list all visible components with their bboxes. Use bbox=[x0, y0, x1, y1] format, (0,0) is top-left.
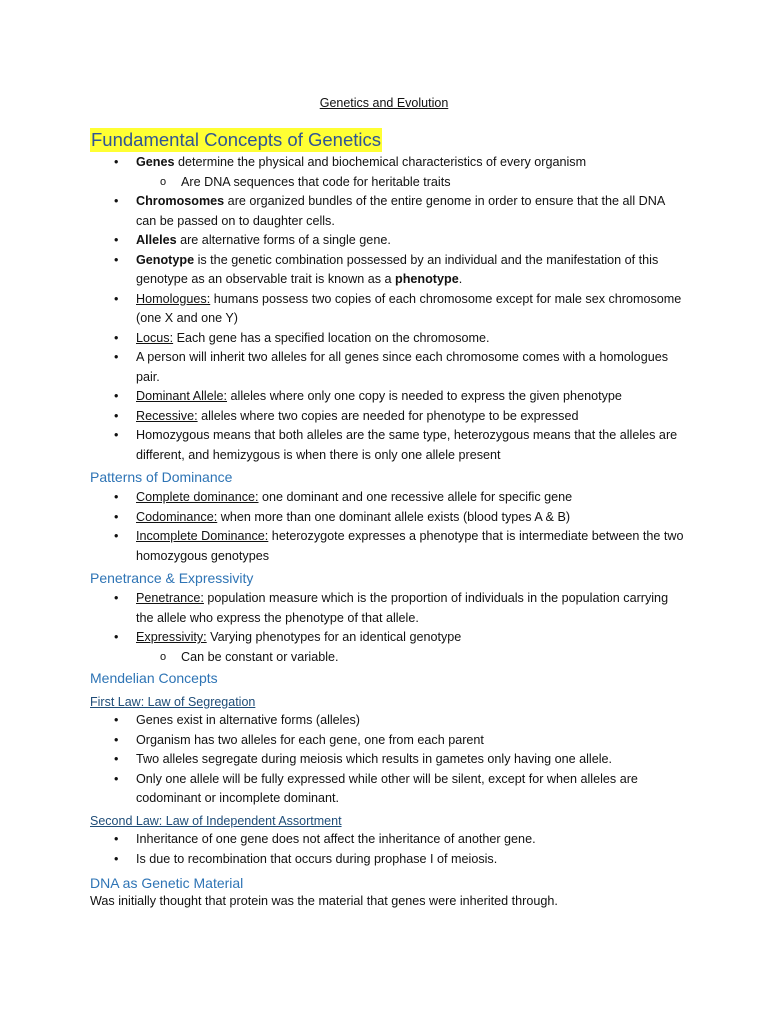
list-item bbox=[0, 251, 684, 290]
dominance-list bbox=[0, 488, 768, 566]
list-item bbox=[0, 711, 684, 731]
item-term: Homologues: bbox=[136, 291, 211, 306]
item-text: humans possess two copies of each chromosome except for male sex chromosome (one X and one Y) bbox=[136, 291, 682, 325]
bullet-icon: • bbox=[114, 233, 119, 247]
bullet-icon: • bbox=[114, 490, 119, 504]
heading-penetrance-expressivity: Penetrance & Expressivity bbox=[90, 570, 254, 586]
item-term: Dominant Allele: bbox=[136, 389, 228, 403]
list-item bbox=[0, 628, 684, 648]
sub-list-item bbox=[0, 173, 684, 193]
item-term: phenotype bbox=[395, 272, 459, 286]
dna-paragraph: Was initially thought that protein was the material that genes were inherited through. bbox=[90, 894, 558, 908]
sub-bullet-icon: o bbox=[160, 175, 167, 188]
list-item bbox=[0, 488, 684, 508]
item-text: Inheritance of one gene does not affect the inheritance of another gene. bbox=[136, 832, 536, 846]
bullet-icon: • bbox=[114, 851, 119, 866]
heading-mendelian-concepts: Mendelian Concepts bbox=[90, 670, 218, 686]
list-item bbox=[0, 527, 684, 566]
bullet-icon: • bbox=[114, 194, 119, 208]
item-text: A person will inherit two alleles for all genes since each chromosome comes with a homologues pair. bbox=[136, 350, 668, 384]
item-text: Two alleles segregate during meiosis which results in gametes only having one allele. bbox=[136, 752, 613, 766]
list-item bbox=[0, 231, 684, 251]
bullet-icon: • bbox=[114, 529, 119, 543]
bullet-icon: • bbox=[114, 252, 119, 267]
bullet-icon: • bbox=[114, 509, 119, 524]
list-item bbox=[0, 387, 684, 407]
list-item bbox=[0, 329, 684, 349]
item-term: Genotype bbox=[136, 252, 195, 267]
item-term: Alleles bbox=[136, 233, 177, 247]
bullet-icon: • bbox=[114, 732, 119, 747]
item-text: Organism has two alleles for each gene, one from each parent bbox=[136, 732, 484, 747]
bullet-icon: • bbox=[114, 591, 119, 605]
list-item bbox=[0, 750, 684, 770]
fundamental-list bbox=[0, 153, 768, 465]
list-item bbox=[0, 348, 684, 387]
item-text: Varying phenotypes for an identical genotype bbox=[206, 630, 462, 644]
item-text: Only one allele will be fully expressed while other will be silent, except for when alleles are codominant or incomplete dominant. bbox=[136, 771, 638, 805]
item-text: one dominant and one recessive allele for specific gene bbox=[258, 490, 573, 504]
list-item bbox=[0, 508, 684, 528]
heading-second-law: Second Law: Law of Independent Assortment bbox=[90, 814, 342, 828]
list-item bbox=[0, 850, 684, 870]
bullet-icon: • bbox=[114, 330, 119, 345]
page-title: Genetics and Evolution bbox=[319, 96, 449, 110]
list-item bbox=[0, 770, 684, 809]
bullet-icon: • bbox=[114, 713, 119, 727]
list-item bbox=[0, 830, 684, 850]
list-item bbox=[0, 426, 684, 465]
list-item bbox=[0, 290, 684, 329]
item-text: Genes exist in alternative forms (alleles) bbox=[136, 713, 360, 727]
item-term: Incomplete Dominance: bbox=[136, 529, 269, 543]
item-text: population measure which is the proportion of individuals in the population carrying the allele who express the phenotype of that allele. bbox=[136, 591, 669, 625]
list-item bbox=[0, 407, 684, 427]
item-text: Are DNA sequences that code for heritable traits bbox=[181, 174, 451, 189]
bullet-icon: • bbox=[114, 389, 119, 403]
second-law-list bbox=[0, 830, 768, 869]
item-term: Chromosomes bbox=[136, 194, 225, 208]
item-text: are organized bundles of the entire genome in order to ensure that the all DNA can be passed on to daughter cells. bbox=[136, 194, 665, 228]
item-text: Is due to recombination that occurs during prophase I of meiosis. bbox=[136, 851, 498, 866]
item-text: are alternative forms of a single gene. bbox=[176, 233, 391, 247]
item-term: Genes bbox=[136, 155, 175, 169]
item-text: is the genetic combination possessed by an individual and the manifestation of this genotype as an observable trait is known as a bbox=[136, 252, 659, 286]
first-law-list bbox=[0, 711, 768, 809]
item-term: Penetrance: bbox=[136, 591, 204, 605]
bullet-icon: • bbox=[114, 832, 119, 846]
item-text: Homozygous means that both alleles are the same type, heterozygous means that the alleles are different, and hemizygous is when there is only one allele present bbox=[136, 428, 678, 462]
list-item bbox=[0, 589, 684, 628]
bullet-icon: • bbox=[114, 291, 119, 306]
item-term: Codominance: bbox=[136, 509, 218, 524]
item-text: Each gene has a specified location on the chromosome. bbox=[173, 330, 490, 345]
item-text: heterozygote expresses a phenotype that is intermediate between the two homozygous genotypes bbox=[136, 529, 684, 563]
item-term: Locus: bbox=[136, 330, 174, 345]
bullet-icon: • bbox=[114, 428, 119, 442]
bullet-icon: • bbox=[114, 752, 119, 766]
penetrance-list bbox=[0, 589, 768, 667]
heading-fundamental-concepts: Fundamental Concepts of Genetics bbox=[91, 129, 381, 150]
item-text: Can be constant or variable. bbox=[181, 649, 339, 664]
sub-bullet-icon: o bbox=[160, 650, 167, 663]
item-text: alleles where two copies are needed for phenotype to be expressed bbox=[197, 408, 579, 423]
bullet-icon: • bbox=[114, 630, 119, 644]
bullet-icon: • bbox=[114, 155, 119, 169]
heading-patterns-of-dominance: Patterns of Dominance bbox=[90, 469, 233, 485]
item-term: Recessive: bbox=[136, 408, 198, 423]
item-term: Complete dominance: bbox=[136, 490, 259, 504]
heading-dna-genetic-material: DNA as Genetic Material bbox=[90, 875, 244, 891]
sub-list-item bbox=[0, 648, 684, 668]
bullet-icon: • bbox=[114, 771, 119, 786]
item-text: determine the physical and biochemical characteristics of every organism bbox=[174, 155, 587, 169]
bullet-icon: • bbox=[114, 350, 119, 364]
bullet-icon: • bbox=[114, 408, 119, 423]
item-text: alleles where only one copy is needed to express the given phenotype bbox=[227, 389, 622, 403]
list-item bbox=[0, 153, 684, 173]
item-text: . bbox=[458, 272, 463, 286]
item-term: Expressivity: bbox=[136, 630, 207, 644]
heading-first-law: First Law: Law of Segregation bbox=[90, 695, 256, 709]
item-text: when more than one dominant allele exists (blood types A & B) bbox=[217, 509, 571, 524]
list-item bbox=[0, 192, 684, 231]
list-item bbox=[0, 731, 684, 751]
